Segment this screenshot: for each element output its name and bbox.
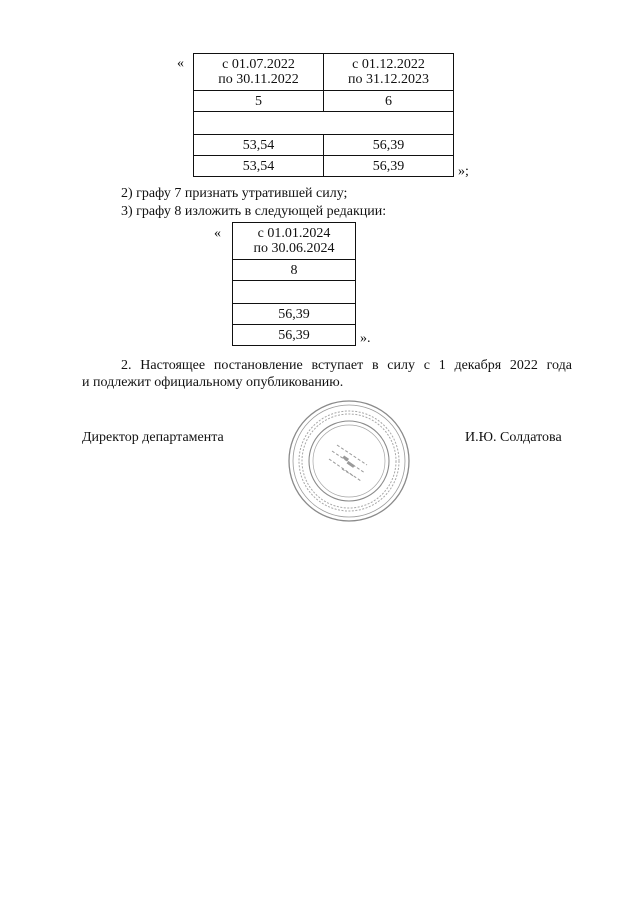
- table-row: [194, 156, 454, 177]
- close-quote-2: ».: [360, 331, 371, 346]
- table-row: [233, 281, 356, 304]
- table-header-row: [194, 54, 454, 91]
- table-cell: 56,39: [324, 156, 454, 177]
- table-header-row: [233, 223, 356, 260]
- table-cell: 6: [324, 91, 454, 112]
- table-cell-merged: [194, 112, 454, 135]
- item-2: 2) графу 7 признать утратившей силу;: [121, 186, 348, 201]
- table-cell: 53,54: [194, 135, 324, 156]
- header-cell-line: по 31.12.2023: [348, 72, 429, 87]
- header-cell-line: по 30.06.2024: [253, 241, 335, 256]
- open-quote-1: «: [177, 56, 184, 71]
- header-cell-line: по 30.11.2022: [218, 72, 299, 87]
- header-cell-period-1: [194, 54, 324, 91]
- header-cell-line: с 01.12.2022: [352, 57, 425, 72]
- header-cell-period-3: [233, 223, 356, 260]
- table-cell: 5: [194, 91, 324, 112]
- header-cell-period-2: [324, 54, 454, 91]
- table-cell: 56,39: [324, 135, 454, 156]
- table-cell: 53,54: [194, 156, 324, 177]
- table-cell: [233, 281, 356, 304]
- paragraph-2-line-2: и подлежит официальному опубликованию.: [82, 375, 344, 390]
- table-row: [194, 135, 454, 156]
- open-quote-2: «: [214, 226, 221, 241]
- table-row: [194, 91, 454, 112]
- table-row: [233, 304, 356, 325]
- table-cell: 8: [233, 260, 356, 281]
- table-row: [233, 325, 356, 346]
- header-cell-line: с 01.01.2024: [257, 226, 331, 241]
- paragraph-2-text: 2. Настоящее постановление вступает в силу с 1 декабря 2022 года: [121, 358, 572, 373]
- tariff-table-2: [232, 222, 356, 346]
- signatory-position: Директор департамента: [82, 430, 224, 445]
- tariff-table-1: [193, 53, 454, 177]
- paragraph-2-line-1: [121, 357, 572, 374]
- header-cell-line: с 01.07.2022: [222, 57, 295, 72]
- close-quote-1: »;: [458, 164, 469, 179]
- table-cell: 56,39: [233, 325, 356, 346]
- table-cell: 56,39: [233, 304, 356, 325]
- official-seal: [287, 399, 411, 523]
- table-row: [194, 112, 454, 135]
- table-row: [233, 260, 356, 281]
- signatory-name: И.Ю. Солдатова: [465, 430, 562, 445]
- item-3: 3) графу 8 изложить в следующей редакции:: [121, 204, 387, 219]
